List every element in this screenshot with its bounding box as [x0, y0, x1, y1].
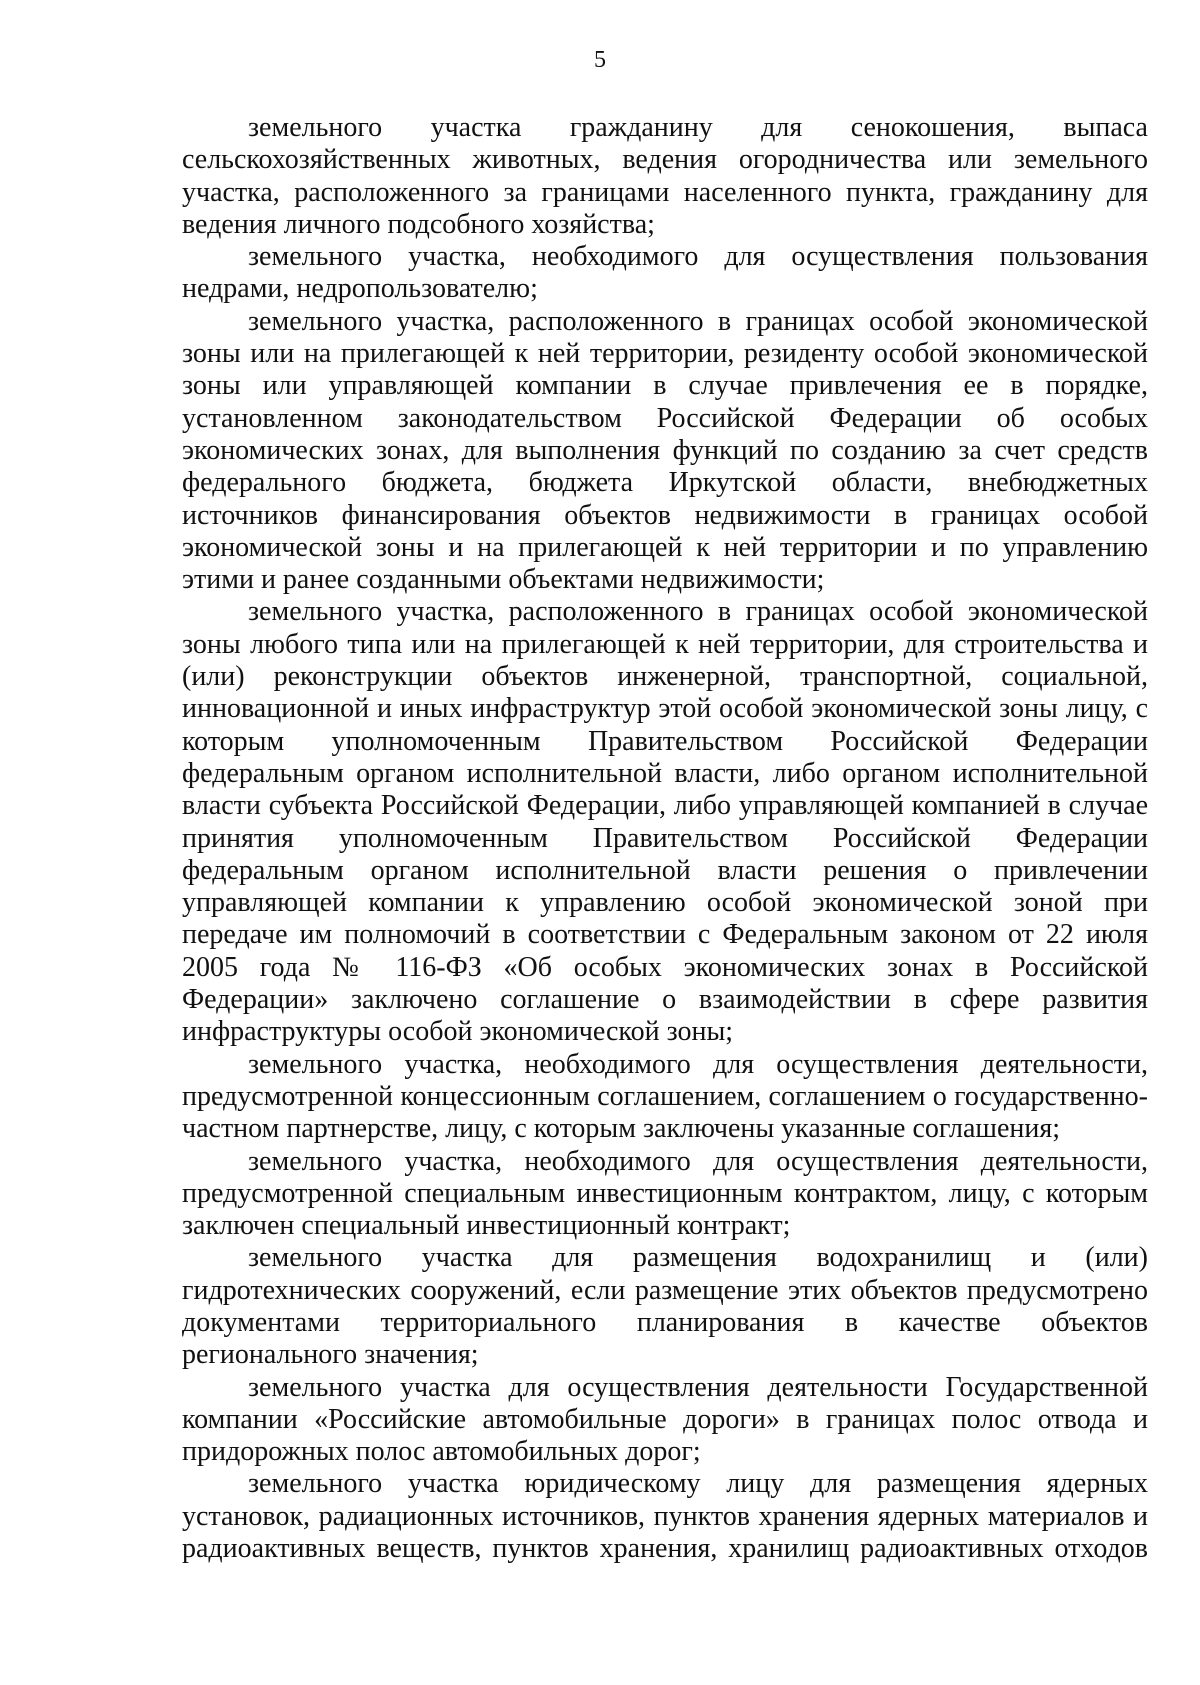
- paragraph-special-investment-contract: земельного участка, необходимого для осуществления деятельности, предусмотренной специальным инвестиционным контрактом, лицу, с которым заключен специальный инвестиционный контракт;: [182, 1145, 1148, 1242]
- paragraph-russian-highways: земельного участка для осуществления деятельности Государственной компании «Российские автомобильные дороги» в границах полос отвода и придорожных полос автомобильных дорог;: [182, 1371, 1148, 1468]
- paragraph-reservoirs: земельного участка для размещения водохранилищ и (или) гидротехнических сооружений, если размещение этих объектов предусмотрено документами территориального планирования в качестве объектов регионального значения;: [182, 1242, 1148, 1371]
- paragraph-sez-resident: земельного участка, расположенного в границах особой экономической зоны или на прилегающей к ней территории, резиденту особой экономической зоны или управляющей компании в случае привлечения ее в порядке, установленном законодательством Российской Федерации об особых экономических зонах, для выполнения функций по созданию за счет средств федерального бюджета, бюджета Иркутской области, внебюджетных источников финансирования объектов недвижимости в границах особой экономической зоны и на прилегающей к ней территории и по управлению этими и ранее созданными объектами недвижимости;: [182, 305, 1148, 596]
- paragraph-nuclear-installations: земельного участка юридическому лицу для размещения ядерных установок, радиационных источников, пунктов хранения ядерных материалов и радиоактивных веществ, пунктов хранения, хранилищ радиоактивных отходов: [182, 1468, 1148, 1565]
- paragraph-haymaking-grazing: земельного участка гражданину для сенокошения, выпаса сельскохозяйственных животных, ведения огородничества или земельного участка, расположенного за границами населенного пункта, гражданину для ведения личного подсобного хозяйства;: [182, 112, 1148, 240]
- page-number: 5: [594, 47, 606, 73]
- paragraph-subsoil-use: земельного участка, необходимого для осуществления пользования недрами, недропользователю;: [182, 241, 1148, 305]
- paragraph-concession-agreement: земельного участка, необходимого для осуществления деятельности, предусмотренной концессионным соглашением, соглашением о государственно-частном партнерстве, лицу, с которым заключены указанные соглашения;: [182, 1048, 1148, 1145]
- document-body: [182, 112, 1148, 1565]
- paragraph-sez-infrastructure: земельного участка, расположенного в границах особой экономической зоны любого типа или на прилегающей к ней территории, для строительства и (или) реконструкции объектов инженерной, транспортной, социальной, инновационной и иных инфраструктур этой особой экономической зоны лицу, с которым уполномоченным Правительством Российской Федерации федеральным органом исполнительной власти, либо органом исполнительной власти субъекта Российской Федерации, либо управляющей компанией в случае принятия уполномоченным Правительством Российской Федерации федеральным органом исполнительной власти решения о привлечении управляющей компании к управлению особой экономической зоной при передаче им полномочий в соответствии с Федеральным законом от 22 июля 2005 года № 116-ФЗ «Об особых экономических зонах в Российской Федерации» заключено соглашение о взаимодействии в сфере развития инфраструктуры особой экономической зоны;: [182, 596, 1148, 1048]
